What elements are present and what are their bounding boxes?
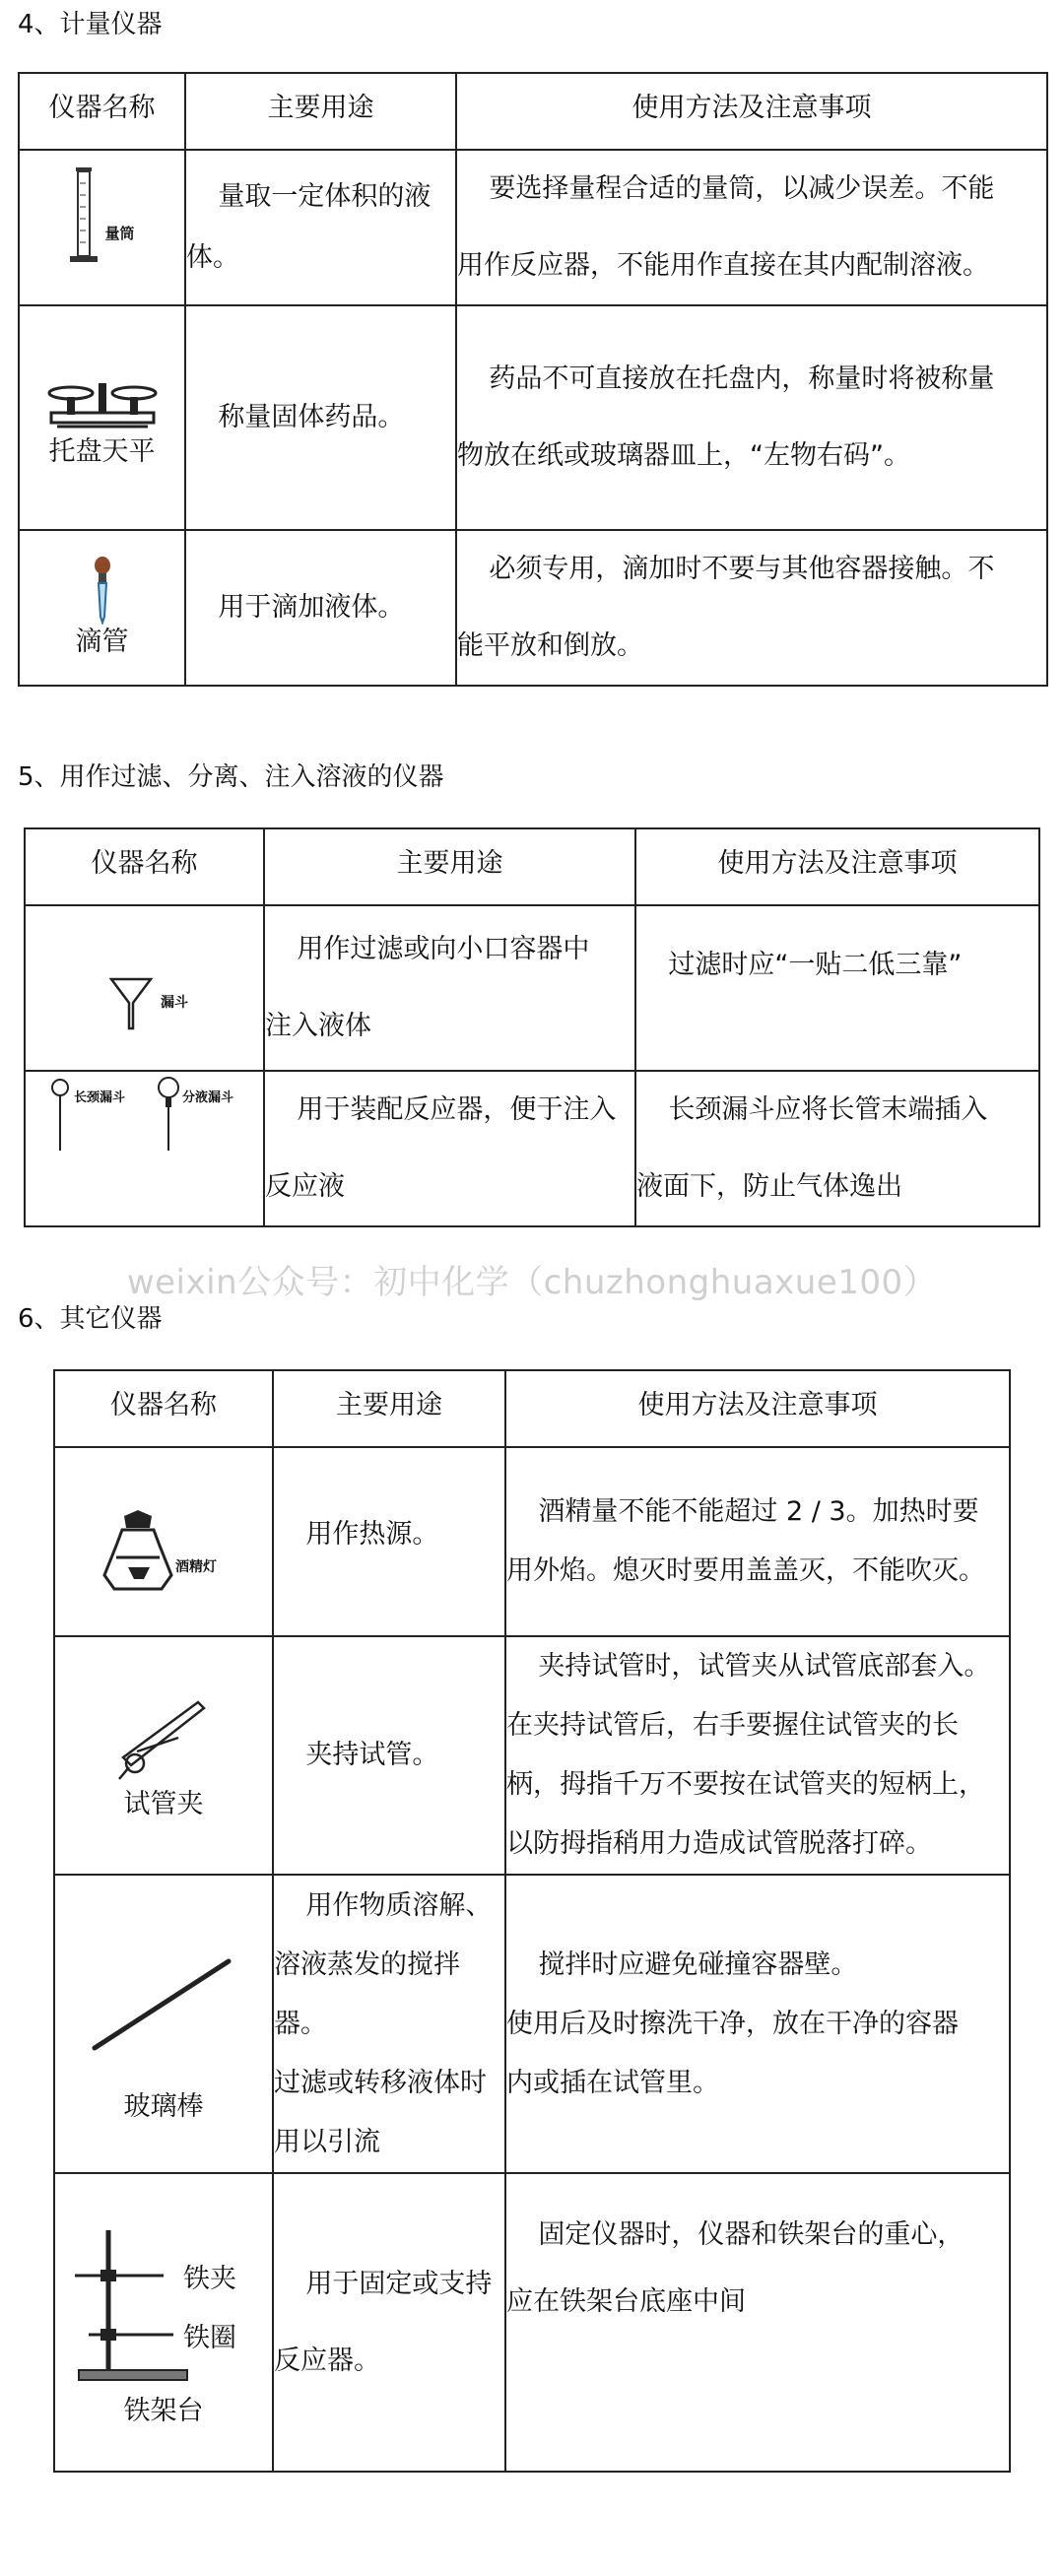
notes-rest: 用外焰。熄灭时要用盖盖灭，不能吹灭。 — [506, 1555, 985, 1586]
alcohol-lamp-icon — [95, 1506, 233, 1595]
instrument-cell — [19, 530, 185, 686]
instrument-cell — [25, 1071, 264, 1226]
use-text: 称量固体药品。 — [218, 402, 405, 432]
test-tube-holder-icon — [109, 1688, 218, 1787]
use-text: 用于装配反应器，便于注入 反应液 — [265, 1094, 617, 1202]
table-row — [19, 530, 1047, 686]
graduated-cylinder-icon — [48, 164, 157, 272]
notes-rest: 在夹持试管后，右手要握住试管夹的长 柄，拇指千万不要按在试管夹的短柄上， 以防拇指稍用力造成试管脱落打碎。 — [506, 1710, 985, 1859]
header-use: 主要用途 — [185, 73, 456, 150]
use-text: 用于固定或支持 反应器。 — [274, 2268, 493, 2376]
notes-text: 必须专用，滴加时不要与其他容器接触。不 能平放和倒放。 — [457, 554, 995, 661]
instrument-cell — [19, 150, 185, 305]
funnel-icon — [86, 973, 204, 1032]
section4-title: 4、计量仪器 — [18, 10, 163, 39]
use-first-line: 用作物质溶解、 — [305, 1889, 493, 1921]
table-row — [54, 1447, 1010, 1636]
header-notes: 使用方法及注意事项 — [505, 1370, 1010, 1447]
use-rest: 溶液蒸发的搅拌 器。 过滤或转移液体时 用以引流 — [274, 1949, 487, 2157]
header-name: 仪器名称 — [19, 73, 185, 150]
dropper-icon — [83, 556, 122, 625]
separating-funnels-icon — [29, 1072, 261, 1160]
header-name: 仪器名称 — [54, 1370, 273, 1447]
long-funnel-label: 长颈漏斗 — [73, 1090, 125, 1105]
table-row — [19, 305, 1047, 530]
use-text: 用作热源。 — [305, 1519, 439, 1550]
notes-text: 过滤时应“一贴二低三靠” — [668, 950, 963, 980]
iron-stand-icon — [65, 2216, 262, 2394]
table-row — [25, 905, 1039, 1071]
ring-label: 铁圈 — [183, 2322, 236, 2353]
cylinder-label: 量筒 — [104, 224, 135, 242]
header-name: 仪器名称 — [25, 828, 264, 905]
notes-text: 药品不可直接放在托盘内，称量时将被称量 物放在纸或玻璃器皿上，“左物右码”。 — [457, 363, 995, 471]
use-text: 用作过滤或向小口容器中 注入液体 — [265, 934, 590, 1041]
instrument-name: 玻璃棒 — [123, 2090, 204, 2122]
table-row — [54, 1875, 1010, 2173]
table-row — [25, 1071, 1039, 1226]
clamp-label: 铁夹 — [183, 2263, 236, 2294]
section5-title: 5、用作过滤、分离、注入溶液的仪器 — [18, 762, 444, 792]
table-row — [54, 1636, 1010, 1875]
section6-table — [53, 1369, 1011, 2473]
header-notes: 使用方法及注意事项 — [456, 73, 1047, 150]
instrument-cell — [54, 1447, 273, 1636]
instrument-name: 托盘天平 — [48, 436, 156, 467]
instrument-cell — [54, 2173, 273, 2472]
watermark: weixin公众号：初中化学（chuzhonghuaxue100） — [126, 1263, 938, 1302]
instrument-cell — [54, 1875, 273, 2173]
table-row — [54, 2173, 1010, 2472]
instrument-name: 试管夹 — [123, 1789, 204, 1819]
use-text: 量取一定体积的液 体。 — [186, 181, 432, 273]
notes-first-line: 夹持试管时，试管夹从试管底部套入。 — [538, 1651, 991, 1682]
use-text: 夹持试管。 — [305, 1740, 439, 1770]
notes-first-line: 酒精量不能不能超过 2 / 3。加热时要 — [538, 1496, 979, 1527]
section4-table — [18, 72, 1048, 687]
use-text: 用于滴加液体。 — [218, 592, 405, 623]
lamp-label: 酒精灯 — [175, 1559, 217, 1575]
section6-title: 6、其它仪器 — [18, 1304, 163, 1334]
header-use: 主要用途 — [264, 828, 635, 905]
header-notes: 使用方法及注意事项 — [635, 828, 1039, 905]
instrument-cell — [25, 905, 264, 1071]
notes-text: 固定仪器时，仪器和铁架台的重心， 应在铁架台底座中间 — [506, 2219, 964, 2317]
notes-rest: 使用后及时擦洗干净，放在干净的容器 内或插在试管里。 — [506, 2008, 959, 2098]
table-row — [19, 150, 1047, 305]
header-use: 主要用途 — [273, 1370, 505, 1447]
notes-first-line: 搅拌时应避免碰撞容器壁。 — [538, 1949, 858, 1980]
instrument-cell — [19, 305, 185, 530]
instrument-name: 铁架台 — [123, 2395, 204, 2426]
instrument-cell — [54, 1636, 273, 1875]
notes-text: 长颈漏斗应将长管末端插入 液面下，防止气体逸出 — [636, 1094, 988, 1202]
balance-icon — [43, 365, 162, 434]
section5-table — [24, 827, 1040, 1227]
notes-text: 要选择量程合适的量筒，以减少误差。不能 用作反应器，不能用作直接在其内配制溶液。 — [457, 173, 995, 281]
funnel-label: 漏斗 — [160, 995, 188, 1011]
sep-funnel-label: 分液漏斗 — [181, 1090, 233, 1105]
glass-rod-icon — [75, 1953, 252, 2062]
instrument-name: 滴管 — [75, 627, 129, 657]
